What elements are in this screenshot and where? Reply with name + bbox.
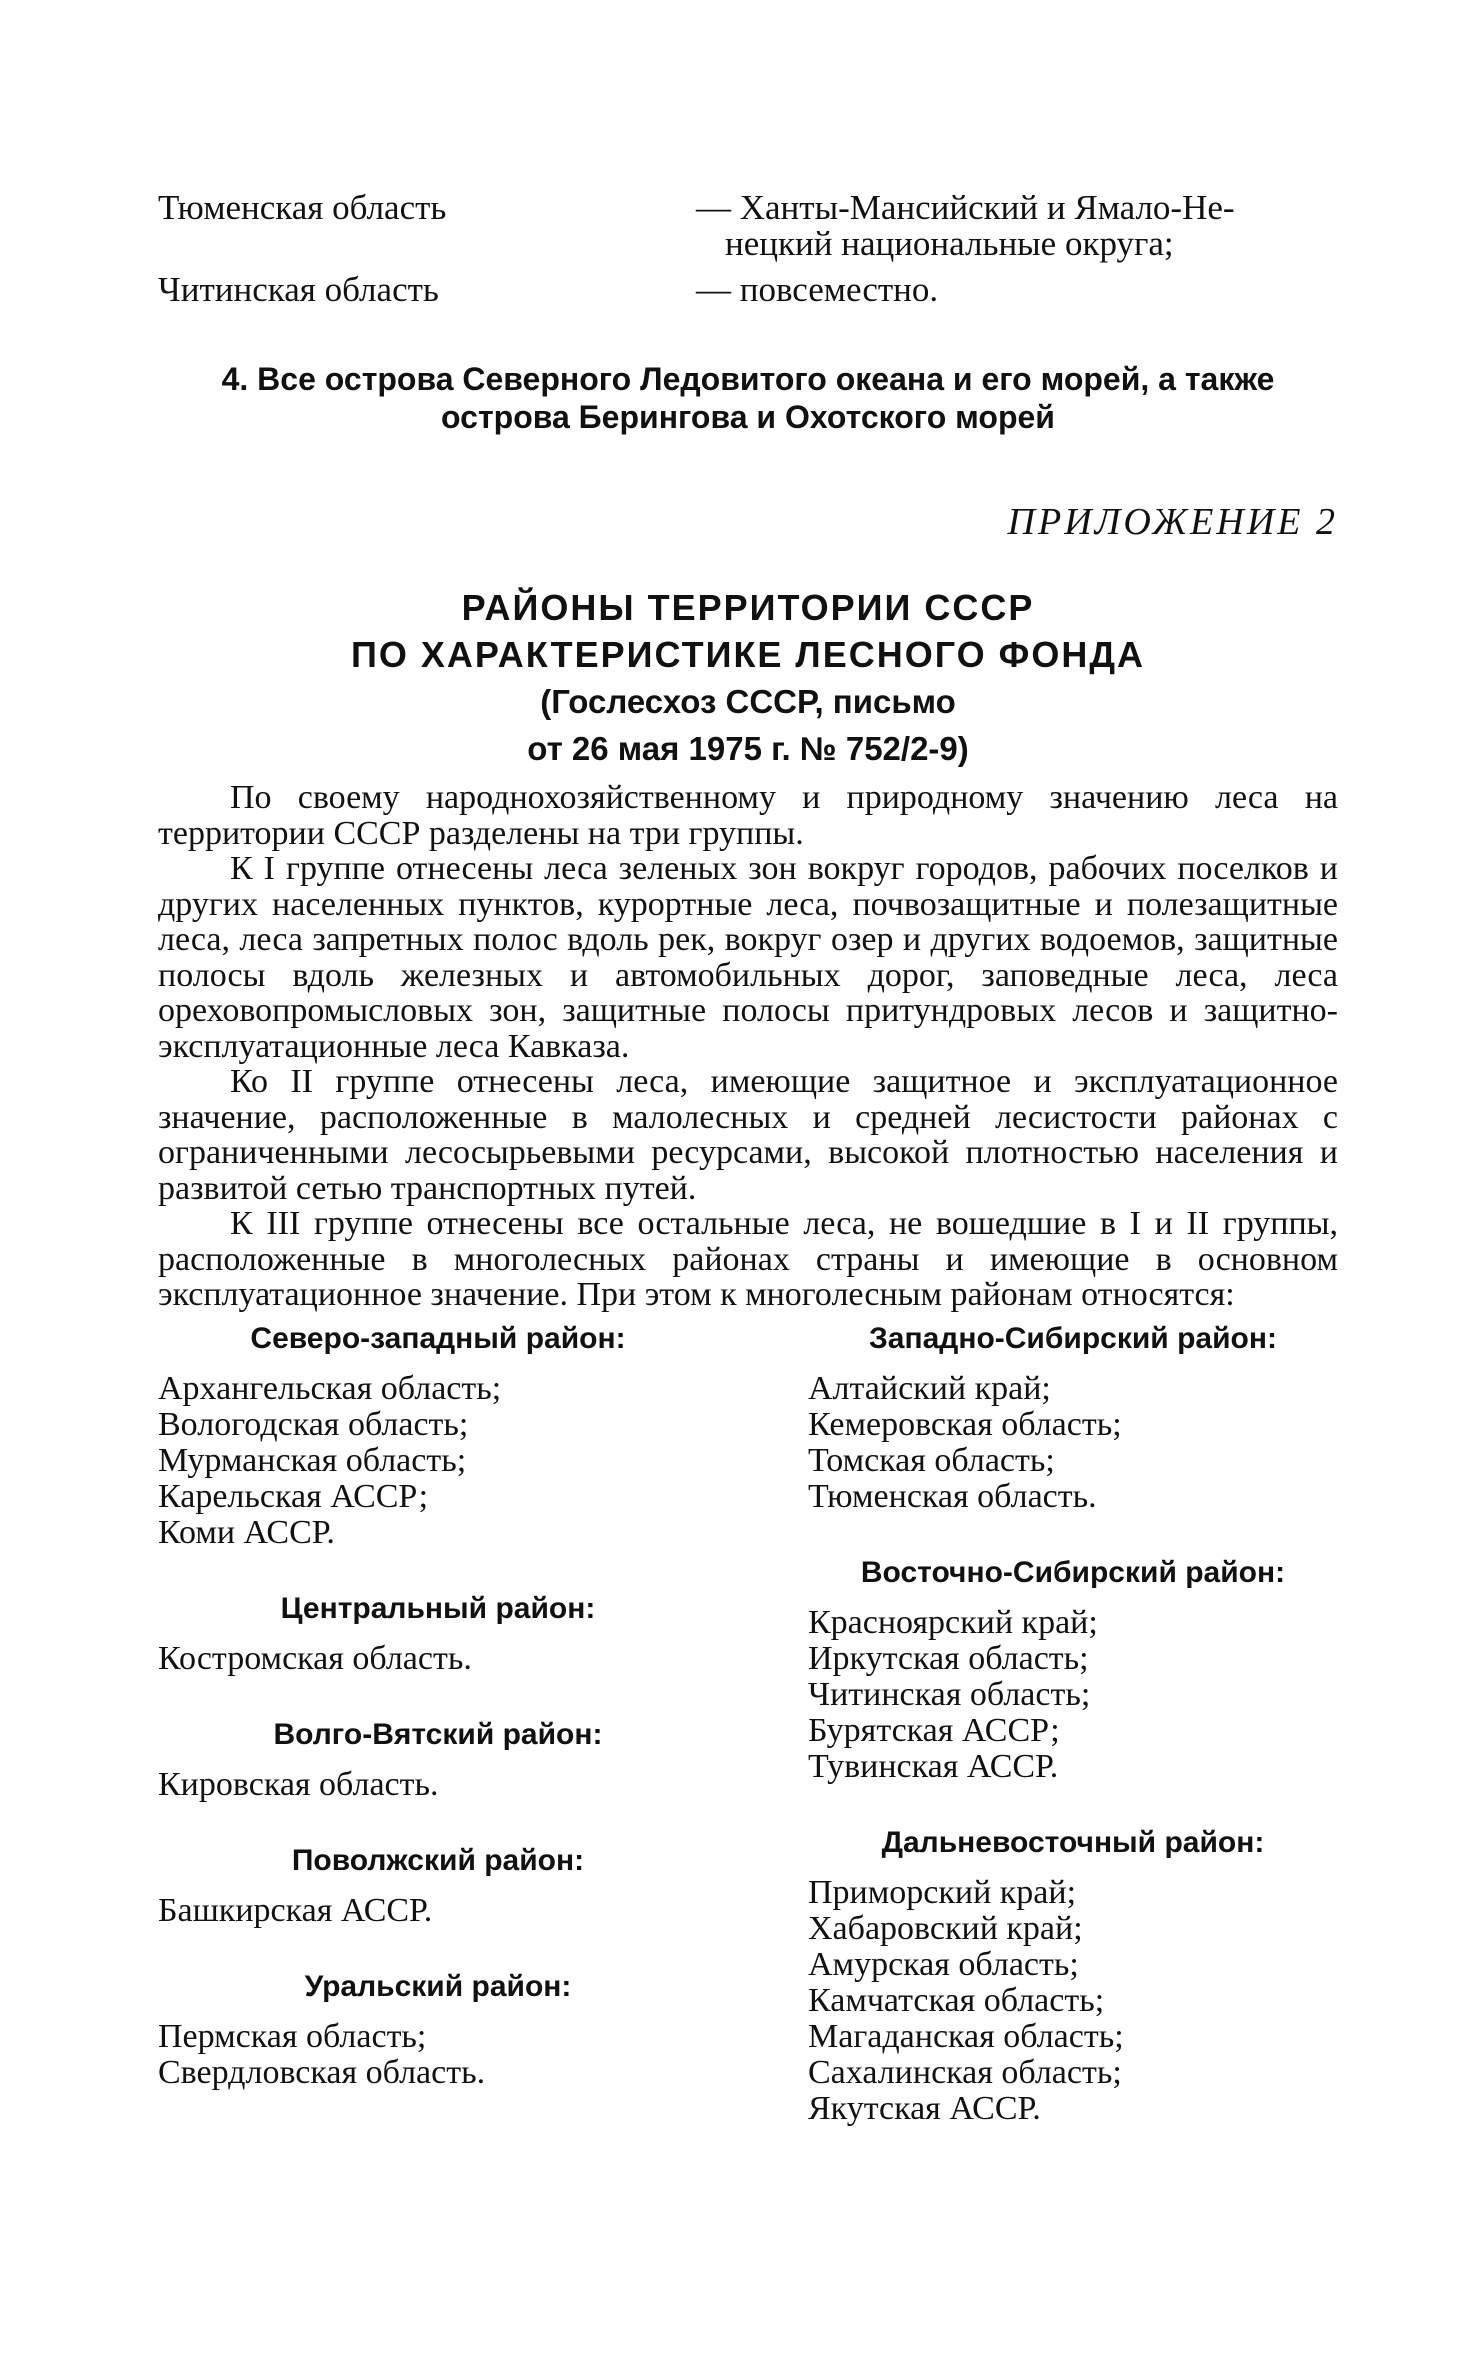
document-title (158, 584, 1338, 678)
list-item: Читинская область; (808, 1675, 1091, 1713)
list-item: Кировская область. (158, 1765, 439, 1803)
paragraph: По своему народнохозяйственному и природному значению леса на территории СССР разделены на три группы. (158, 779, 1338, 852)
list-item: Тувинская АССР. (808, 1747, 1059, 1785)
region-list (808, 1875, 1338, 2127)
region-title: Волго-Вятский район: (273, 1717, 603, 1751)
region-block (808, 1823, 1338, 2127)
list-item: Свердловская область. (158, 2053, 486, 2091)
region-list (158, 1767, 718, 1803)
region-title: Центральный район: (280, 1591, 596, 1625)
top-table (158, 190, 1338, 308)
list-item: Пермская область; (158, 2017, 427, 2055)
list-item: Хабаровский край; (808, 1909, 1083, 1947)
region-block (158, 1319, 718, 1551)
region-block (158, 1841, 718, 1929)
document-source-line: (Гослесхоз СССР, письмо (540, 683, 956, 720)
region-title: Уральский район: (304, 1969, 572, 2003)
document-title-line: ПО ХАРАКТЕРИСТИКЕ ЛЕСНОГО ФОНДА (350, 634, 1146, 675)
region-title: Восточно-Сибирский район: (860, 1555, 1286, 1589)
list-item: Башкирская АССР. (158, 1891, 433, 1929)
paragraph: К III группе отнесены все остальные леса, не вошедшие в I и II группы, расположенные в многолесных районах страны и имеющие в основном эксплуатационное значение. При этом к многолесным районам относятся: (158, 1205, 1338, 1313)
islands-heading-line: острова Берингова и Охотского морей (441, 399, 1055, 435)
region-block (158, 1715, 718, 1803)
region-list (158, 2019, 718, 2091)
region-title: Западно-Сибирский район: (869, 1321, 1277, 1355)
list-item: Карельская АССР; (158, 1477, 429, 1515)
list-item: Костромская область. (158, 1639, 472, 1677)
regions-left-column (158, 1319, 718, 2129)
regions-columns (158, 1319, 1338, 2319)
region-list (158, 1641, 718, 1677)
list-item: Алтайский край; (808, 1369, 1051, 1407)
region-block (808, 1319, 1338, 1515)
region-title: Северо-западный район: (250, 1321, 626, 1355)
region-block (808, 1553, 1338, 1785)
region-block (158, 1967, 718, 2091)
list-item: Магаданская область; (808, 2017, 1124, 2055)
region-list (808, 1605, 1338, 1785)
list-item: Кемеровская область; (808, 1405, 1122, 1443)
region-name: Читинская область (158, 270, 439, 309)
list-item: Иркутская область; (808, 1639, 1089, 1677)
list-item: Коми АССР. (158, 1513, 335, 1551)
list-item: Тюменская область. (808, 1477, 1097, 1515)
region-areas-continuation: нецкий национальные округа; (725, 224, 1174, 263)
list-item: Камчатская область; (808, 1981, 1105, 2019)
document-page (158, 190, 1338, 2319)
region-areas: — повсеместно. (696, 270, 939, 309)
list-item: Архангельская область; (158, 1369, 502, 1407)
document-title-line: РАЙОНЫ ТЕРРИТОРИИ СССР (461, 587, 1035, 628)
list-item: Якутская АССР. (808, 2089, 1041, 2127)
list-item: Томская область; (808, 1441, 1055, 1479)
list-item: Бурятская АССР; (808, 1711, 1060, 1749)
list-item: Красноярский край; (808, 1603, 1098, 1641)
document-source (158, 678, 1338, 772)
region-title: Дальневосточный район: (881, 1825, 1265, 1859)
list-item: Вологодская область; (158, 1405, 469, 1443)
list-item: Амурская область; (808, 1945, 1079, 1983)
region-name: Тюменская область (158, 188, 447, 227)
regions-right-column (808, 1319, 1338, 2165)
appendix-label: ПРИЛОЖЕНИЕ 2 (1007, 501, 1338, 543)
body-text (158, 780, 1338, 1313)
table-row (158, 190, 1338, 226)
islands-heading-line: 4. Все острова Северного Ледовитого океана и его морей, а также (221, 361, 1275, 397)
region-list (808, 1371, 1338, 1515)
list-item: Мурманская область; (158, 1441, 467, 1479)
document-source-line: от 26 мая 1975 г. № 752/2-9) (527, 730, 969, 767)
region-block (158, 1589, 718, 1677)
table-row-continuation (158, 226, 1338, 262)
table-row (158, 272, 1338, 308)
list-item: Сахалинская область; (808, 2053, 1122, 2091)
region-list (158, 1893, 718, 1929)
region-title: Поволжский район: (291, 1843, 585, 1877)
islands-heading (158, 360, 1338, 436)
region-areas: — Ханты-Мансийский и Ямало-Не- (696, 188, 1235, 227)
paragraph: К I группе отнесены леса зеленых зон вокруг городов, рабочих поселков и других населенных пунктов, курортные леса, почвозащитные и полезащитные леса, леса запретных полос вдоль рек, вокруг озер и других водоемов, защитные полосы вдоль железных и автомобильных дорог, заповедные леса, леса ореховопромысловых зон, защитные полосы притундровых лесов и защитно-эксплуатационные леса Кавказа. (158, 850, 1338, 1065)
list-item: Приморский край; (808, 1873, 1077, 1911)
paragraph: Ко II группе отнесены леса, имеющие защитное и эксплуатационное значение, расположенные в малолесных и средней лесистости районах с ограниченными лесосырьевыми ресурсами, высокой плотностью населения и развитой сетью транспортных путей. (158, 1063, 1338, 1207)
region-list (158, 1371, 718, 1551)
